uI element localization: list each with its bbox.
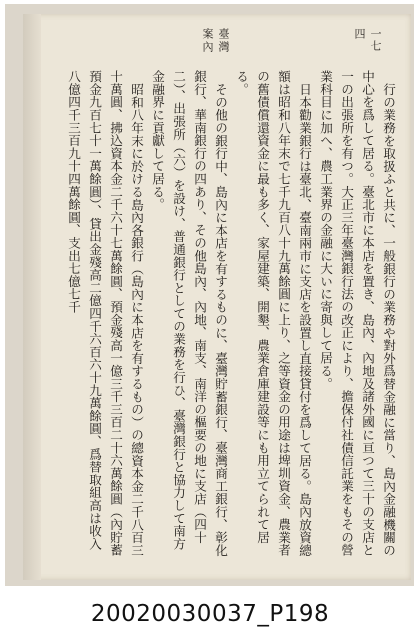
paragraph-other-banks: その他の銀行中、島內に本店を有するものに、臺灣貯蓄銀行、臺灣商工銀行、彰化銀行、華南銀行の四あり、その他島內、內地、南支、南洋の樞要の地に支店（四十二）、出張所（六）を設け、普通銀行としての業務を行ひ、臺灣銀行と協力して南方金融界に貢獻して居る。	[150, 70, 228, 557]
scan-frame	[5, 4, 414, 586]
image-caption: 20020030037_P198	[90, 601, 330, 627]
body-text	[66, 70, 399, 562]
running-title: 臺灣案內	[201, 28, 230, 54]
paragraph-bank-of-taiwan: 行の業務を取扱ふと共に、一般銀行の業務や對外爲替金融に當り、島內金融機關の中心を爲して居る。臺北市に本店を置き、島內、內地及諸外國に亘つて三十の支店と一の出張所を有つ。大正三年臺灣銀行法の改正により、擔保付社債信託業をもその營業科目に加へ、農工業界の金融に大いに寄與して居る。	[318, 70, 396, 557]
page-number: 一七四	[353, 28, 382, 52]
paragraph-hypothec-bank: 日本勸業銀行は臺北、臺南兩市に支店を設置し直接貸付を爲して居る。島內放資總額は昭和八年末で七千九百八十九萬餘圓に上り、之等資金の用途は埤圳資金、農業者の舊債償還資金に最も多く、家屋建築、開墾、農業倉庫建設等にも用立てられて居る。	[234, 70, 312, 557]
page-header	[47, 28, 383, 62]
page-gutter	[23, 14, 41, 580]
paragraph-statistics: 昭和八年末に於ける島內各銀行（島內に本店を有するもの）の總資本金二千八百三十萬圓、拂込資本金二千六十七萬餘圓、預金殘高一億三千三百二十六萬餘圓（內貯蓄預金九百七十一萬餘圓）、貸出金殘高二億四千六百六十九萬餘圓、爲替取組高は收入八億四千三百九十四萬餘圓、支出七億七千	[66, 70, 144, 557]
book-page	[23, 14, 411, 580]
